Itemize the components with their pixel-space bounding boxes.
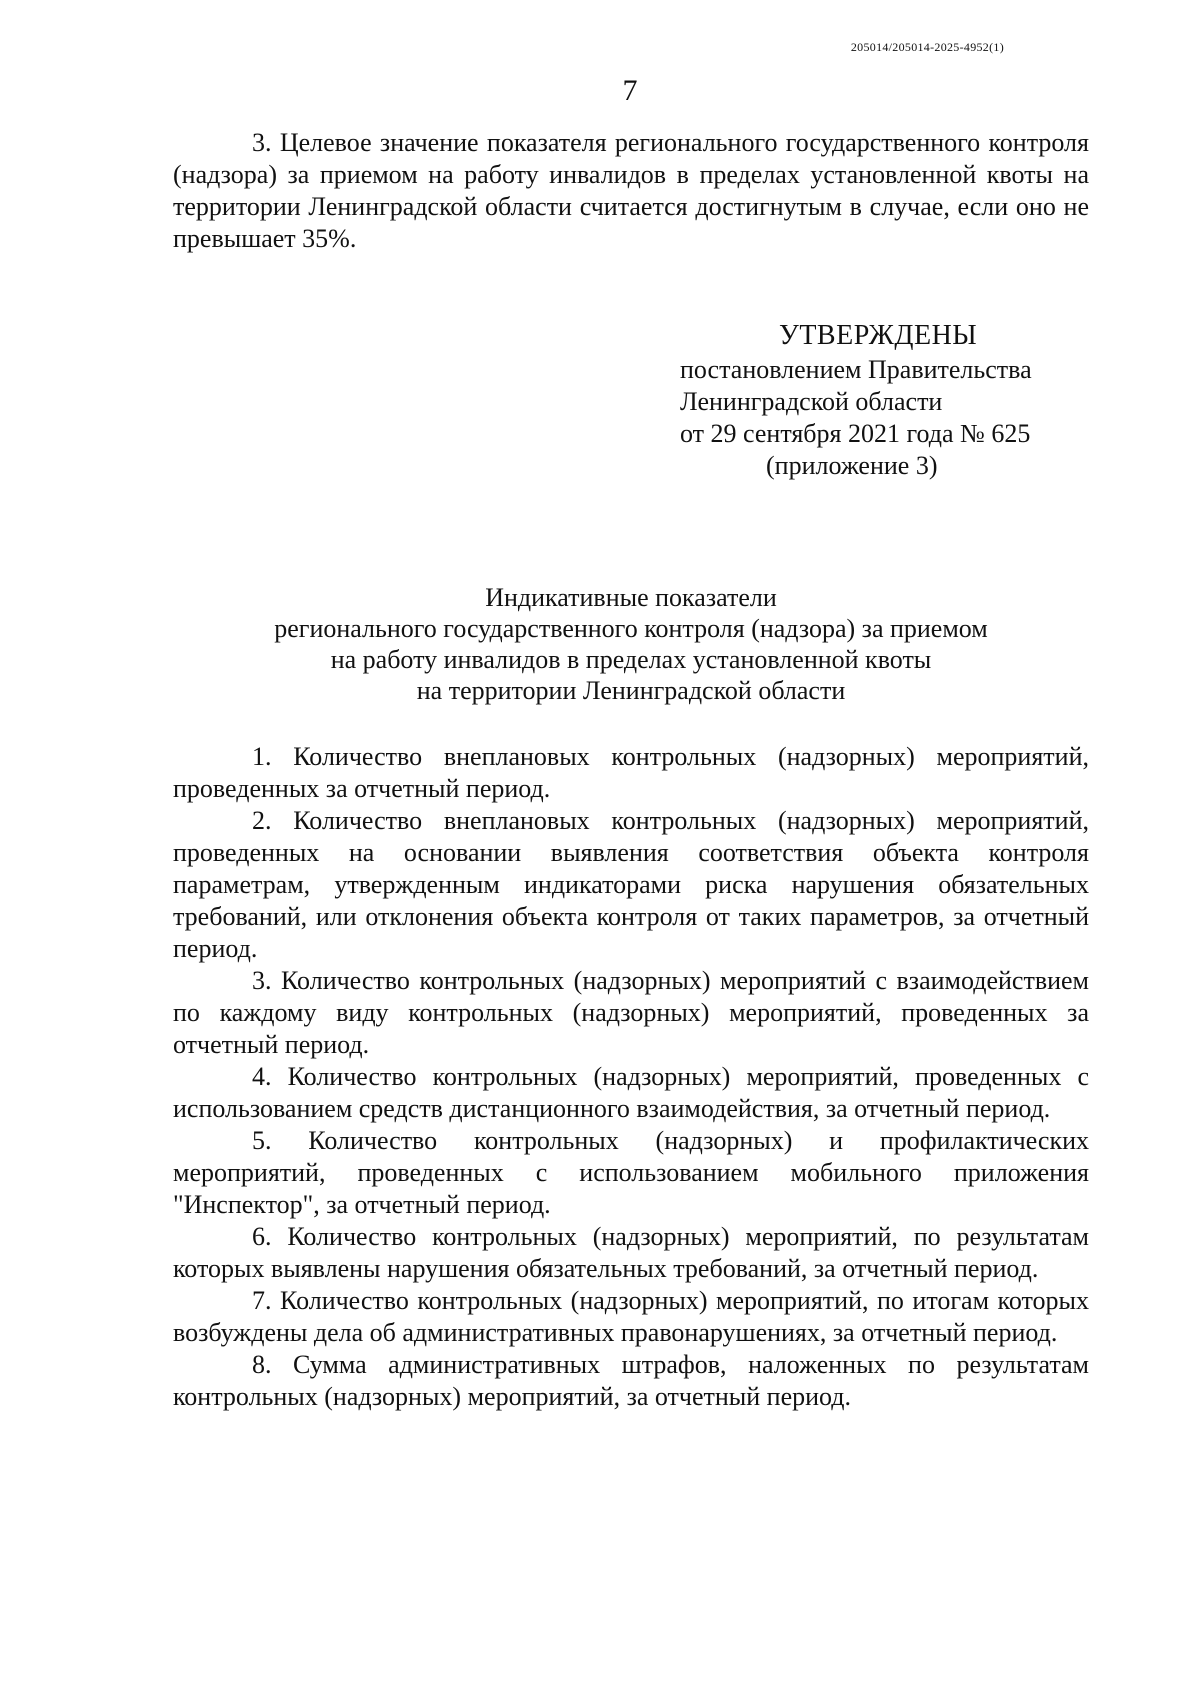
list-item: 8. Сумма административных штрафов, наложенных по результатам контрольных (надзорных) мероприятий, за отчетный период.	[173, 1350, 1089, 1411]
approval-title: УТВЕРЖДЕНЫ	[779, 320, 978, 351]
heading-line-4: на территории Ленинградской области	[416, 676, 846, 705]
indicator-list	[173, 741, 1089, 1413]
approval-annex: (приложение 3)	[766, 451, 938, 480]
approval-block	[680, 320, 1100, 482]
list-item: 1. Количество внеплановых контрольных (надзорных) мероприятий, проведенных за отчетный период.	[173, 742, 1089, 803]
intro-section	[173, 127, 1089, 255]
list-item: 6. Количество контрольных (надзорных) мероприятий, по результатам которых выявлены нарушения обязательных требований, за отчетный период.	[173, 1222, 1089, 1283]
heading-line-3: на работу инвалидов в пределах установленной квоты	[330, 645, 932, 674]
heading-line-1: Индикативные показатели	[485, 583, 777, 612]
intro-paragraph: 3. Целевое значение показателя регионального государственного контроля (надзора) за приемом на работу инвалидов в пределах установленной квоты на территории Ленинградской области считается достигнутым в случае, если оно не превышает 35%.	[173, 128, 1089, 253]
list-item: 7. Количество контрольных (надзорных) мероприятий, по итогам которых возбуждены дела об административных правонарушениях, за отчетный период.	[173, 1286, 1089, 1347]
list-item: 2. Количество внеплановых контрольных (надзорных) мероприятий, проведенных на основании выявления соответствия объекта контроля параметрам, утвержденным индикаторами риска нарушения обязательных требований, или отклонения объекта контроля от таких параметров, за отчетный период.	[173, 806, 1089, 963]
section-heading	[173, 582, 1089, 706]
approval-line-3: от 29 сентября 2021 года № 625	[680, 419, 1031, 448]
list-item: 3. Количество контрольных (надзорных) мероприятий с взаимодействием по каждому виду контрольных (надзорных) мероприятий, проведенных за отчетный период.	[173, 966, 1089, 1059]
list-item: 4. Количество контрольных (надзорных) мероприятий, проведенных с использованием средств дистанционного взаимодействия, за отчетный период.	[173, 1062, 1089, 1123]
page-number: 7	[622, 74, 638, 107]
list-item: 5. Количество контрольных (надзорных) и профилактических мероприятий, проведенных с использованием мобильного приложения "Инспектор", за отчетный период.	[173, 1126, 1089, 1219]
approval-line-2: Ленинградской области	[680, 387, 943, 416]
approval-line-1: постановлением Правительства	[680, 355, 1032, 384]
document-id: 205014/205014-2025-4952(1)	[850, 40, 1004, 54]
heading-line-2: регионального государственного контроля (надзора) за приемом	[274, 614, 988, 643]
